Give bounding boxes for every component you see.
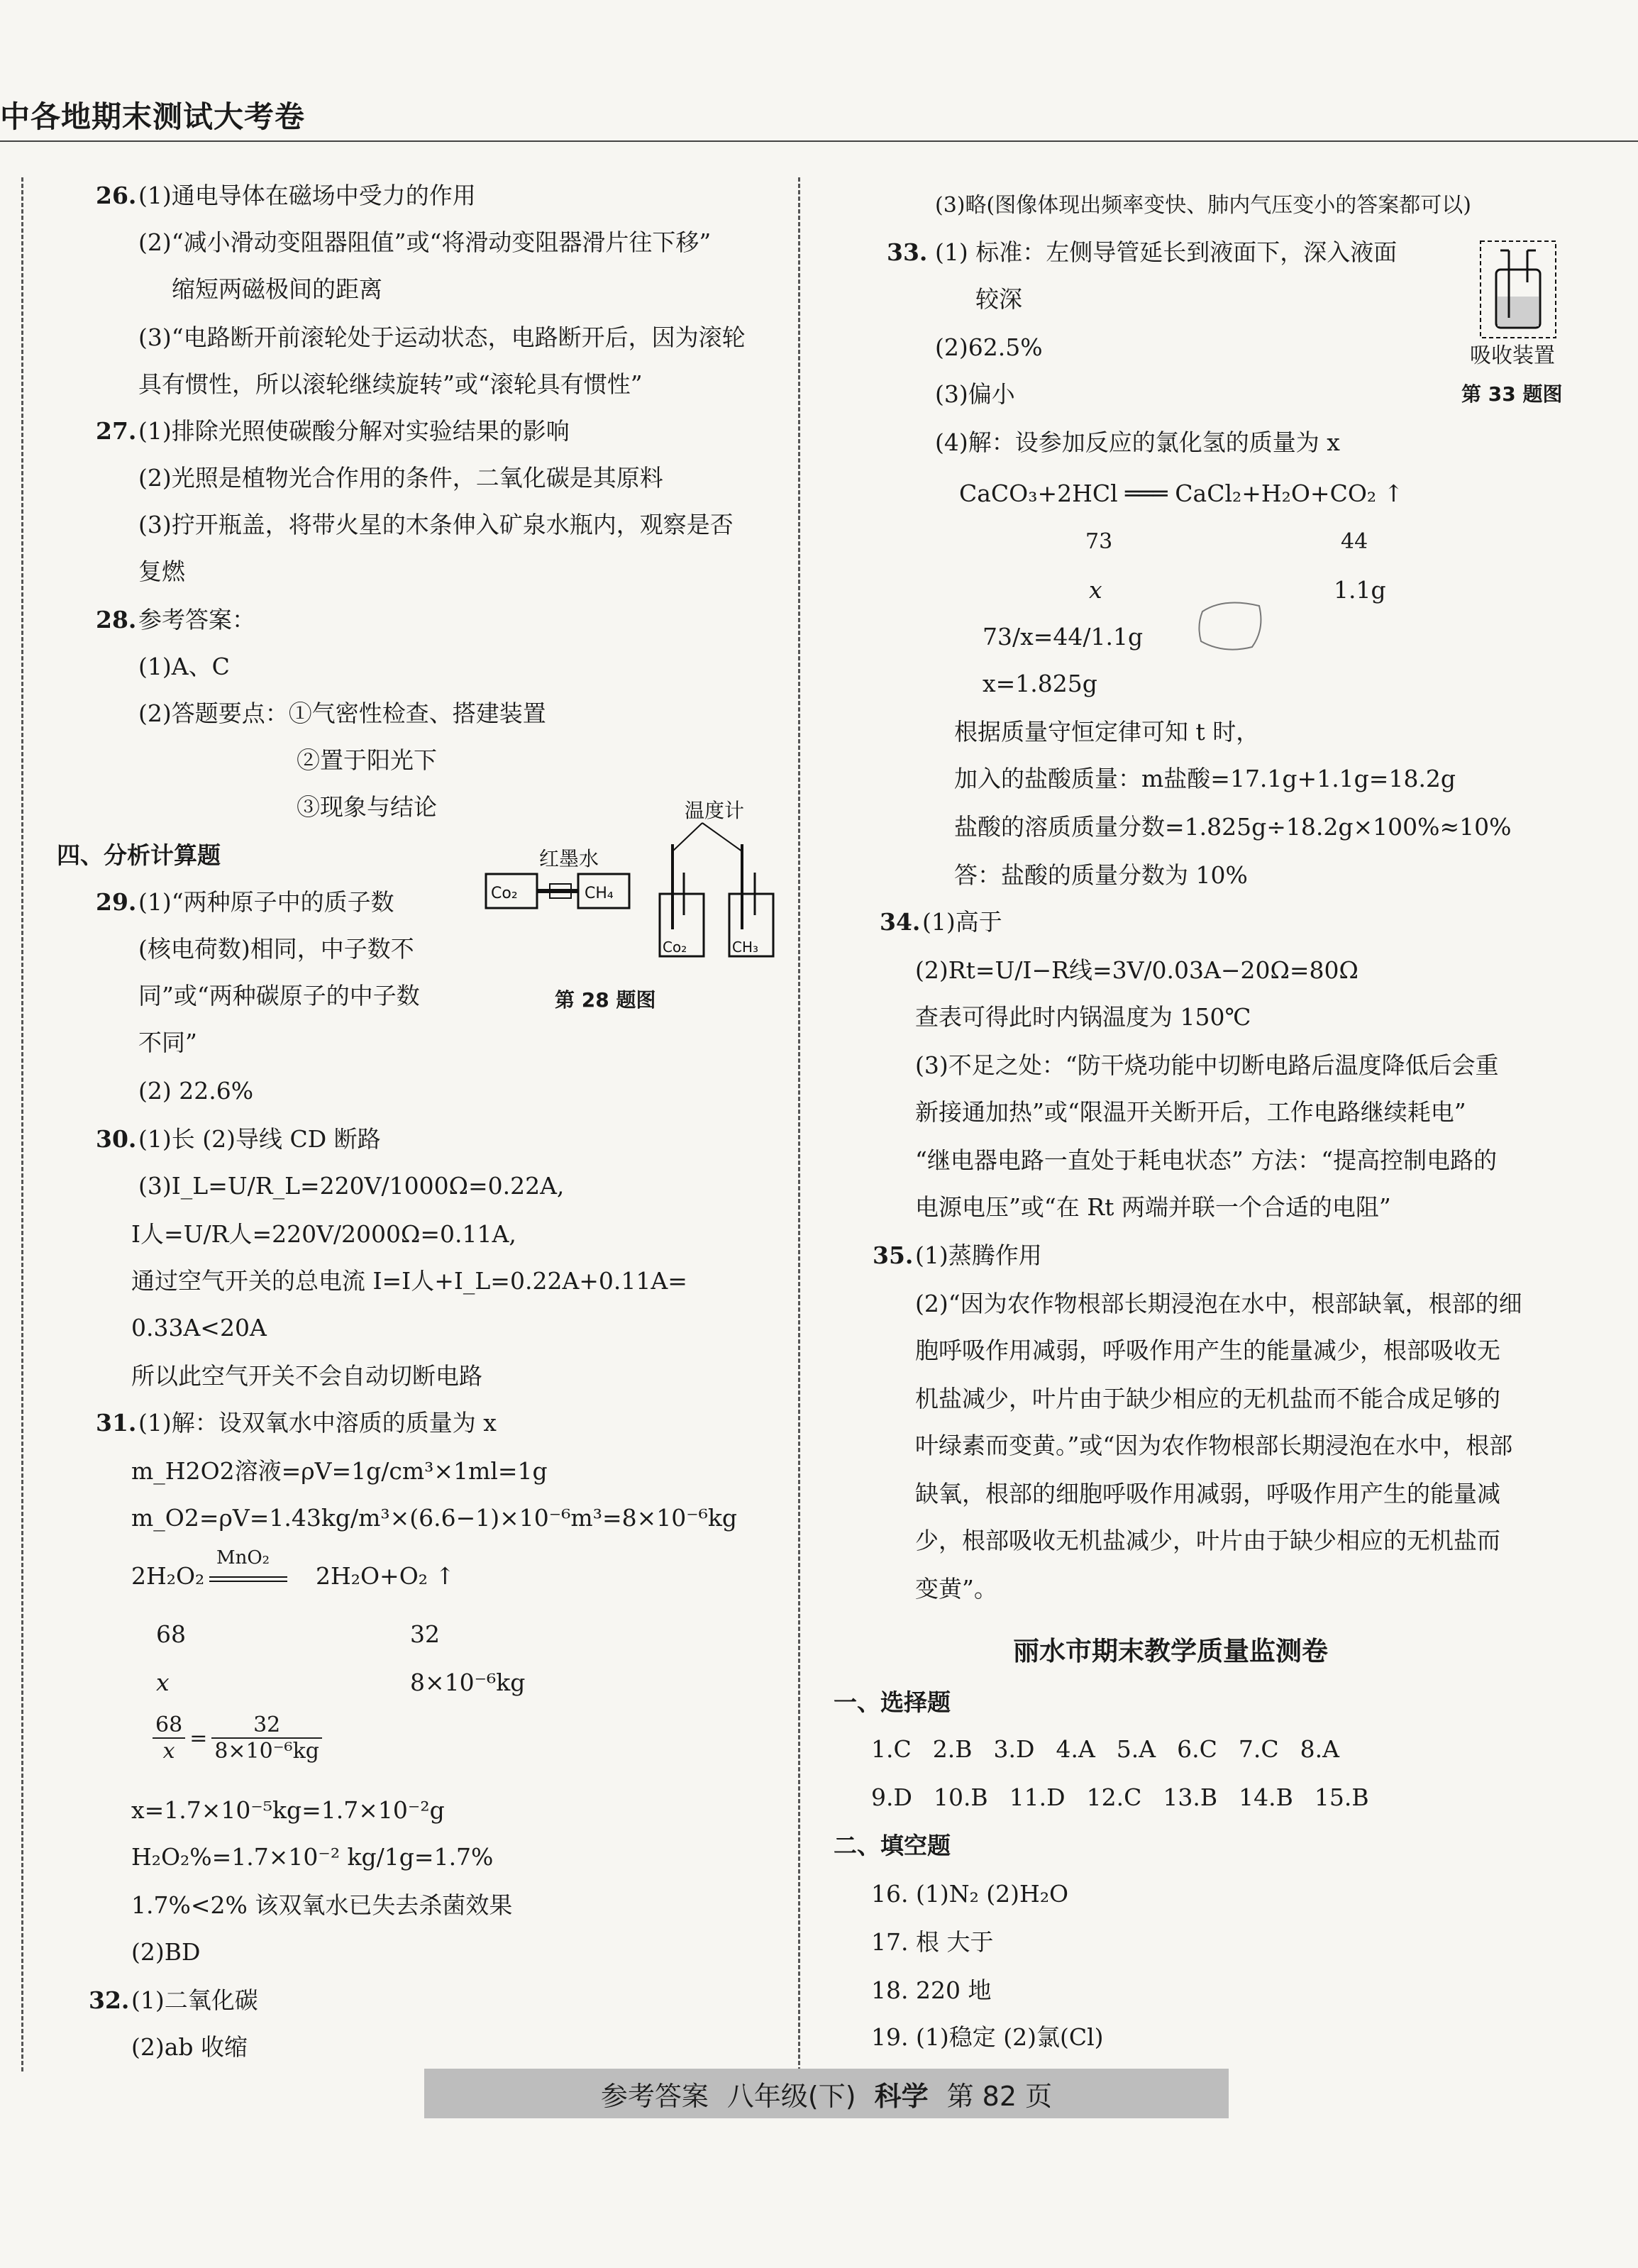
q30-line1: (1)长 (2)导线 CD 断路 <box>138 1125 381 1153</box>
q32-line1: (1)二氧化碳 <box>131 1986 258 2014</box>
q33-line3: (2)62.5% <box>935 333 1043 361</box>
q26-line1: (1)通电导体在磁场中受力的作用 <box>138 182 476 209</box>
q33-line9: 加入的盐酸质量：m盐酸=17.1g+1.1g=18.2g <box>954 765 1456 792</box>
choice-answer: 14.B <box>1239 1783 1293 1811</box>
q29-line1: (1)“两种原子中的质子数 <box>138 888 394 916</box>
fill-section-heading: 二、填空题 <box>834 1832 951 1859</box>
choice-answer: 7.C <box>1238 1735 1279 1763</box>
q29-line3: 同”或“两种碳原子的中子数 <box>138 982 420 1009</box>
q31-line3: m_O2=ρV=1.43kg/m³×(6.6−1)×10⁻⁶m³=8×10⁻⁶kg <box>131 1504 738 1532</box>
q32-line2: (2)ab 收缩 <box>131 2033 248 2061</box>
fig28-ch4-bottle-label: CH₃ <box>732 939 759 956</box>
choice-answer: 1.C <box>871 1735 912 1763</box>
q35-line4: 机盐减少，叶片由于缺少相应的无机盐而不能合成足够的 <box>915 1385 1500 1412</box>
choice-answer: 15.B <box>1314 1783 1369 1811</box>
q17-answer: 17. 根 大于 <box>871 1928 994 1956</box>
fig28-caption: 第 28 题图 <box>555 988 656 1012</box>
q31-o2-mass: 8×10⁻⁶kg <box>410 1669 526 1696</box>
q34-line1: (1)高于 <box>922 908 1002 936</box>
q31-line4: x=1.7×10⁻⁵kg=1.7×10⁻²g <box>131 1796 445 1824</box>
watermark-stamp <box>1195 597 1266 654</box>
q33-number: 33. <box>887 238 928 266</box>
q33-mass44: 44 <box>1341 529 1368 554</box>
fig28-thermometer-label: 温度计 <box>685 799 745 822</box>
choice-answer: 10.B <box>933 1783 988 1811</box>
choice-answer: 12.C <box>1086 1783 1142 1811</box>
fig28-co2-bottle-label: Co₂ <box>663 939 687 956</box>
q34-number: 34. <box>880 908 921 936</box>
q33-co2-mass: 1.1g <box>1334 576 1386 604</box>
q30-number: 30. <box>96 1125 137 1153</box>
choice-section-heading: 一、选择题 <box>834 1688 951 1716</box>
q28-number: 28. <box>96 606 137 634</box>
q35-number: 35. <box>873 1241 914 1269</box>
q29-number: 29. <box>96 888 137 916</box>
choice-answer: 11.D <box>1009 1783 1066 1811</box>
q31-frac2-den: 8×10⁻⁶kg <box>214 1739 319 1764</box>
fig33-caption: 第 33 题图 <box>1461 382 1563 406</box>
footer-section: 参考答案 <box>600 2080 709 2112</box>
q31-line6: 1.7%<2% 该双氧水已失去杀菌效果 <box>131 1891 513 1919</box>
q35-line6: 缺氧，根部的细胞呼吸作用减弱，呼吸作用产生的能量减 <box>915 1480 1500 1508</box>
q16-answer: 16. (1)N₂ (2)H₂O <box>871 1880 1069 1908</box>
q26-line3: 缩短两磁极间的距离 <box>172 275 382 303</box>
fig33-label: 吸收装置 <box>1470 343 1555 368</box>
q26-line2: (2)“减小滑动变阻器阻值”或“将滑动变阻器滑片往下移” <box>138 228 712 256</box>
q34-line2: (2)Rt=U/I−R线=3V/0.03A−20Ω=80Ω <box>915 956 1358 984</box>
q30-line6: 所以此空气开关不会自动切断电路 <box>131 1362 482 1390</box>
q32-part3: (3)略(图像体现出频率变快、肺内气压变小的答案都可以) <box>935 193 1471 218</box>
q35-line3: 胞呼吸作用减弱，呼吸作用产生的能量减少，根部吸收无 <box>915 1337 1500 1364</box>
q31-frac1-num: 68 <box>153 1713 185 1739</box>
q26-line4: (3)“电路断开前滚轮处于运动状态，电路断开后，因为滚轮 <box>138 323 746 351</box>
q31-frac1-den: x <box>162 1739 175 1764</box>
choice-answer: 9.D <box>871 1783 912 1811</box>
choice-answer: 3.D <box>993 1735 1035 1763</box>
q31-line2: m_H2O2溶液=ρV=1g/cm³×1ml=1g <box>131 1457 548 1485</box>
choice-answer: 2.B <box>932 1735 973 1763</box>
header-title: 中各地期末测试大考卷 <box>0 99 306 134</box>
q31-mass32: 32 <box>410 1620 440 1648</box>
q31-number: 31. <box>96 1409 137 1437</box>
choice-answer: 13.B <box>1163 1783 1218 1811</box>
q31-unknown-x: x <box>156 1669 170 1696</box>
q26-number: 26. <box>96 182 137 209</box>
section4-heading: 四、分析计算题 <box>57 841 221 869</box>
q30-line4: 通过空气开关的总电流 I=I人+I_L=0.22A+0.11A= <box>131 1267 687 1295</box>
choice-answers-row1 <box>871 1735 1339 1763</box>
q31-frac2-num: 32 <box>211 1713 322 1739</box>
q31-eq-right: 2H₂O+O₂ ↑ <box>316 1562 455 1590</box>
q30-line5: 0.33A<20A <box>131 1314 267 1342</box>
q33-line1: (1) 标准：左侧导管延长到液面下，深入液面 <box>935 238 1398 266</box>
q32-number: 32. <box>89 1986 130 2014</box>
fig28-co2-label: Co₂ <box>491 885 518 902</box>
q28-line2: (1)A、C <box>138 653 230 680</box>
q35-line2: (2)“因为农作物根部长期浸泡在水中，根部缺氧，根部的细 <box>915 1290 1522 1317</box>
page-footer <box>424 2069 1229 2118</box>
q33-line8: 根据质量守恒定律可知 t 时， <box>954 718 1260 746</box>
q27-line3: (3)拧开瓶盖，将带火星的木条伸入矿泉水瓶内，观察是否 <box>138 511 734 538</box>
q33-mass73: 73 <box>1085 529 1113 554</box>
q35-line7: 少，根部吸收无机盐减少，叶片由于缺少相应的无机盐而 <box>915 1527 1500 1554</box>
q33-line6: 73/x=44/1.1g <box>983 623 1144 651</box>
q34-line6: “继电器电路一直处于耗电状态” 方法：“提高控制电路的 <box>915 1146 1498 1174</box>
q28-line5: ③现象与结论 <box>297 793 437 821</box>
q27-number: 27. <box>96 417 137 445</box>
q34-line3: 查表可得此时内锅温度为 150℃ <box>915 1003 1251 1031</box>
footer-grade: 八年级(下) <box>726 2080 856 2112</box>
q19-answer: 19. (1)稳定 (2)氯(Cl) <box>871 2023 1104 2051</box>
q28-line3: (2)答题要点：①气密性检查、搭建装置 <box>138 699 546 727</box>
q27-line1: (1)排除光照使碳酸分解对实验结果的影响 <box>138 417 570 445</box>
q31-line1: (1)解：设双氧水中溶质的质量为 x <box>138 1409 497 1437</box>
choice-answer: 5.A <box>1116 1735 1156 1763</box>
q29-line4: 不同” <box>138 1029 197 1056</box>
choice-answer: 6.C <box>1177 1735 1217 1763</box>
q33-line10: 盐酸的溶质质量分数=1.825g÷18.2g×100%≈10% <box>954 813 1512 841</box>
lishui-exam-title: 丽水市期末教学质量监测卷 <box>1013 1636 1328 1666</box>
q33-equation: CaCO₃+2HCl ═══ CaCl₂+H₂O+CO₂ ↑ <box>959 480 1404 507</box>
choice-answers-row2 <box>871 1783 1369 1811</box>
q27-line4: 复燃 <box>138 558 185 585</box>
q31-mass68: 68 <box>156 1620 186 1648</box>
q31-eq-left: 2H₂O₂ <box>131 1562 205 1590</box>
q30-line3: I人=U/R人=220V/2000Ω=0.11A, <box>131 1220 516 1248</box>
fig28-ink-label: 红墨水 <box>539 847 599 870</box>
q30-line2: (3)I_L=U/R_L=220V/1000Ω=0.22A, <box>138 1172 565 1200</box>
q28-line1: 参考答案： <box>138 606 255 634</box>
q35-line5: 叶绿素而变黄。”或“因为农作物根部长期浸泡在水中，根部 <box>915 1432 1513 1459</box>
footer-page: 第 82 页 <box>946 2080 1053 2112</box>
q33-line4: (3)偏小 <box>935 380 1015 408</box>
q35-line8: 变黄”。 <box>915 1575 997 1603</box>
footer-subject: 科学 <box>874 2080 929 2112</box>
q18-answer: 18. 220 地 <box>871 1976 992 2004</box>
q28-line4: ②置于阳光下 <box>297 746 437 774</box>
q29-line2: (核电荷数)相同，中子数不 <box>138 935 414 963</box>
q26-line5: 具有惯性，所以滚轮继续旋转”或“滚轮具有惯性” <box>138 370 643 398</box>
figure-33-absorber <box>1479 240 1557 339</box>
q35-line1: (1)蒸腾作用 <box>915 1241 1042 1269</box>
q31-proportion: $\frac{68}{x}$ = $\frac{32}{\text{8×10⁻⁶kg}}$ <box>153 1713 322 1764</box>
choice-answer: 4.A <box>1056 1735 1095 1763</box>
q31-line5: H₂O₂%=1.7×10⁻² kg/1g=1.7% <box>131 1843 494 1871</box>
q31-catalyst: MnO₂ <box>216 1547 270 1569</box>
q27-line2: (2)光照是植物光合作用的条件，二氧化碳是其原料 <box>138 464 663 492</box>
q34-line5: 新接通加热”或“限温开关断开后，工作电路继续耗电” <box>915 1098 1466 1126</box>
q34-line7: 电源电压”或“在 Rt 两端并联一个合适的电阻” <box>915 1193 1391 1221</box>
choice-answer: 8.A <box>1300 1735 1339 1763</box>
q33-line7: x=1.825g <box>983 670 1097 697</box>
q33-unknown-x: x <box>1089 576 1102 604</box>
q33-line2: 较深 <box>975 285 1022 313</box>
fig28-ch4-label: CH₄ <box>585 885 614 902</box>
q34-line4: (3)不足之处：“防干烧功能中切断电路后温度降低后会重 <box>915 1051 1499 1079</box>
q31-line7: (2)BD <box>131 1938 201 1966</box>
q33-line11: 答：盐酸的质量分数为 10% <box>954 861 1248 889</box>
q29-line5: (2) 22.6% <box>138 1077 254 1105</box>
q33-line5: (4)解：设参加反应的氯化氢的质量为 x <box>935 428 1340 456</box>
